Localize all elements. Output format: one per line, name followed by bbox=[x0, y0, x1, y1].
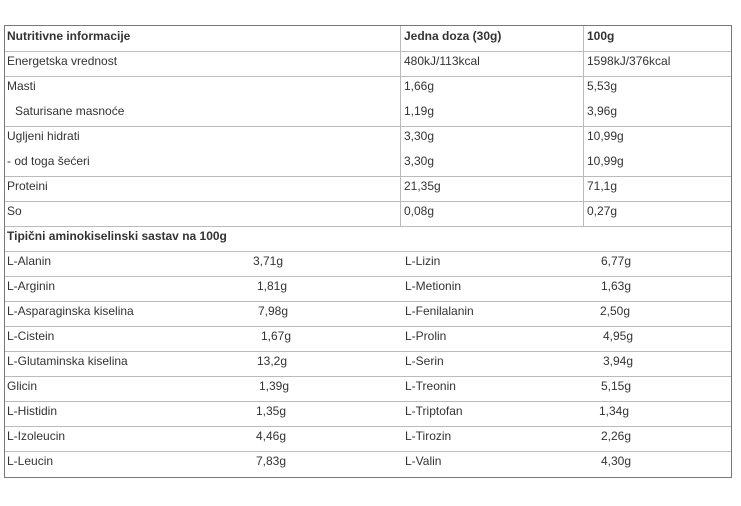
nutrient-name: So bbox=[7, 204, 22, 218]
amino-row bbox=[5, 326, 731, 351]
amino-right-value: 6,77g bbox=[601, 254, 632, 268]
amino-right-value: 2,50g bbox=[600, 304, 631, 318]
nutrient-dose-value: 21,35g bbox=[404, 179, 441, 193]
nutrient-name: Masti bbox=[7, 79, 36, 93]
amino-left-name: L-Leucin bbox=[7, 454, 54, 468]
nutrition-row bbox=[5, 126, 731, 151]
amino-right-value: 3,94g bbox=[603, 354, 634, 368]
nutrient-per100-value: 3,96g bbox=[587, 104, 618, 118]
amino-row bbox=[5, 276, 731, 301]
nutrient-name: - od toga šećeri bbox=[7, 154, 90, 168]
amino-left-value: 7,98g bbox=[258, 304, 289, 318]
header-single-dose: Jedna doza (30g) bbox=[404, 29, 502, 43]
amino-right-value: 1,34g bbox=[599, 404, 630, 418]
amino-right-value: 4,95g bbox=[603, 329, 634, 343]
nutrition-row bbox=[5, 201, 731, 226]
amino-right-name: L-Triptofan bbox=[405, 404, 463, 418]
nutrition-row bbox=[5, 176, 731, 201]
amino-row bbox=[5, 251, 731, 276]
nutrient-name: Energetska vrednost bbox=[7, 54, 118, 68]
amino-left-value: 13,2g bbox=[257, 354, 288, 368]
nutrient-dose-value: 3,30g bbox=[404, 154, 435, 168]
amino-right-name: L-Lizin bbox=[405, 254, 441, 268]
nutrient-dose-value: 0,08g bbox=[404, 204, 435, 218]
amino-right-name: L-Fenilalanin bbox=[405, 304, 474, 318]
nutrient-name: Saturisane masnoće bbox=[15, 104, 125, 118]
amino-left-value: 1,39g bbox=[259, 379, 290, 393]
amino-row bbox=[5, 426, 731, 451]
amino-row bbox=[5, 401, 731, 426]
nutrition-row bbox=[5, 101, 731, 126]
amino-left-name: L-Izoleucin bbox=[7, 429, 66, 443]
amino-row bbox=[5, 301, 731, 326]
nutrient-per100-value: 0,27g bbox=[587, 204, 618, 218]
amino-section-title: Tipični aminokiselinski sastav na 100g bbox=[7, 229, 227, 243]
amino-left-value: 3,71g bbox=[253, 254, 284, 268]
nutrient-per100-value: 5,53g bbox=[587, 79, 618, 93]
amino-left-value: 4,46g bbox=[256, 429, 287, 443]
amino-row bbox=[5, 351, 731, 376]
nutrient-per100-value: 10,99g bbox=[587, 154, 624, 168]
amino-left-name: L-Histidin bbox=[7, 404, 58, 418]
nutrient-name: Proteini bbox=[7, 179, 48, 193]
amino-left-value: 1,81g bbox=[257, 279, 288, 293]
amino-left-name: L-Alanin bbox=[7, 254, 52, 268]
amino-right-name: L-Serin bbox=[405, 354, 444, 368]
amino-left-name: L-Glutaminska kiselina bbox=[7, 354, 128, 368]
amino-left-name: L-Arginin bbox=[7, 279, 56, 293]
amino-left-value: 1,35g bbox=[256, 404, 287, 418]
nutrition-row bbox=[5, 76, 731, 101]
amino-right-value: 1,63g bbox=[601, 279, 632, 293]
amino-left-name: L-Asparaginska kiselina bbox=[7, 304, 134, 318]
amino-row bbox=[5, 376, 731, 401]
amino-left-value: 1,67g bbox=[261, 329, 292, 343]
nutrient-per100-value: 10,99g bbox=[587, 129, 624, 143]
header-per-100g: 100g bbox=[587, 29, 615, 43]
nutrition-row bbox=[5, 51, 731, 76]
amino-left-name: Glicin bbox=[7, 379, 38, 393]
header-nutrition-info: Nutritivne informacije bbox=[7, 29, 131, 43]
nutrition-row bbox=[5, 151, 731, 176]
nutrient-dose-value: 1,66g bbox=[404, 79, 435, 93]
amino-right-name: L-Metionin bbox=[405, 279, 462, 293]
nutrient-dose-value: 3,30g bbox=[404, 129, 435, 143]
amino-row bbox=[5, 451, 731, 476]
nutrient-per100-value: 1598kJ/376kcal bbox=[587, 54, 671, 68]
amino-right-value: 4,30g bbox=[601, 454, 632, 468]
nutrient-name: Ugljeni hidrati bbox=[7, 129, 80, 143]
amino-right-name: L-Valin bbox=[405, 454, 442, 468]
amino-title-row bbox=[5, 226, 731, 251]
nutrition-table bbox=[4, 25, 732, 478]
header-row bbox=[5, 26, 731, 51]
nutrient-dose-value: 1,19g bbox=[404, 104, 435, 118]
amino-left-name: L-Cistein bbox=[7, 329, 55, 343]
nutrient-per100-value: 71,1g bbox=[587, 179, 618, 193]
amino-right-value: 2,26g bbox=[601, 429, 632, 443]
amino-right-name: L-Prolin bbox=[405, 329, 447, 343]
nutrient-dose-value: 480kJ/113kcal bbox=[404, 54, 480, 68]
amino-left-value: 7,83g bbox=[256, 454, 287, 468]
amino-right-name: L-Treonin bbox=[405, 379, 456, 393]
amino-right-value: 5,15g bbox=[601, 379, 632, 393]
amino-right-name: L-Tirozin bbox=[405, 429, 452, 443]
